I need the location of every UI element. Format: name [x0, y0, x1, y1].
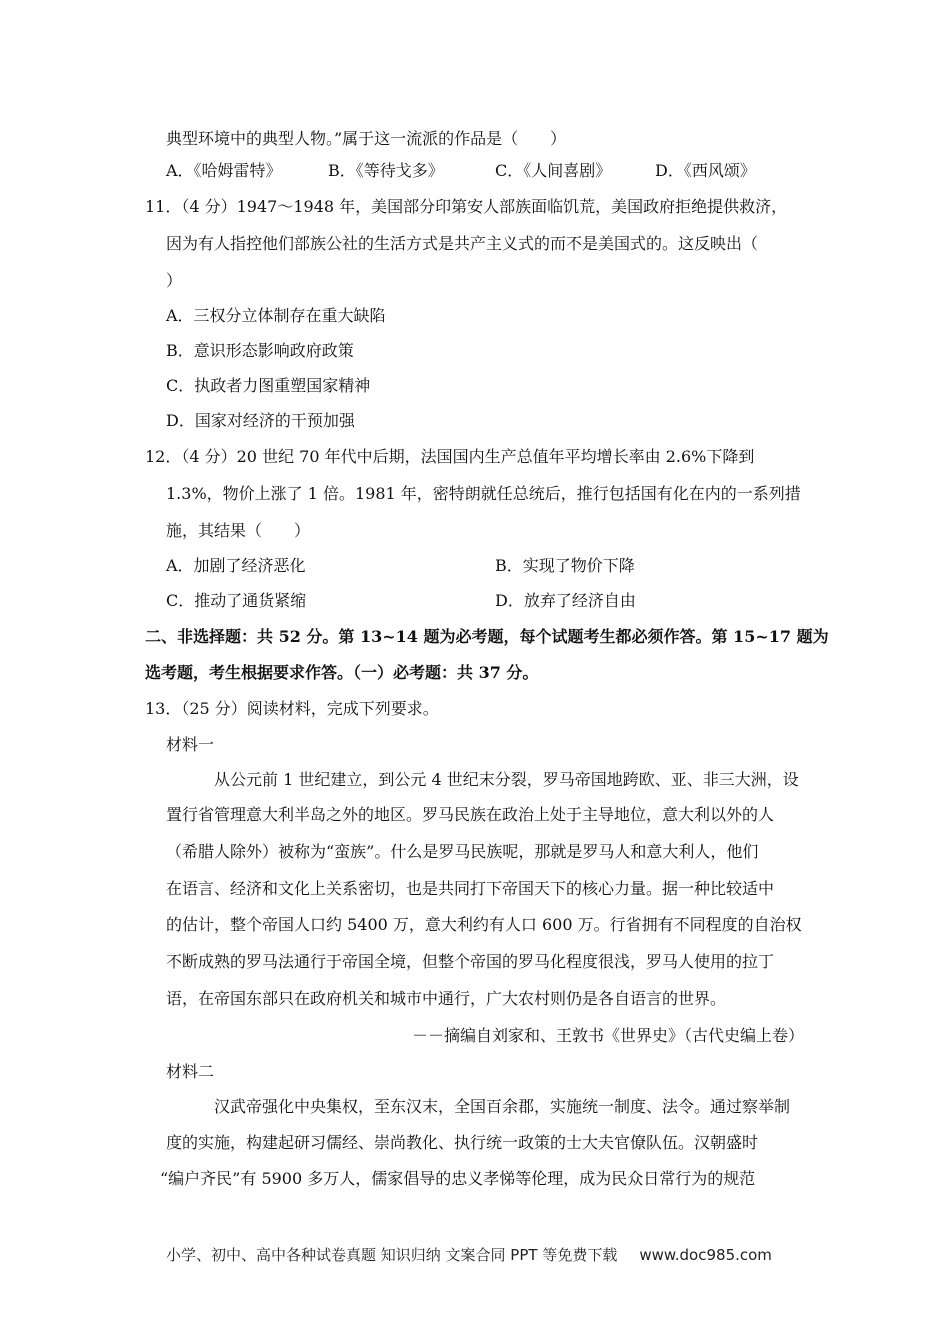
q11-option-b: B．意识形态影响政府政策: [166, 341, 354, 360]
page-footer: [166, 1244, 772, 1266]
q12-option-b: B．实现了物价下降: [495, 556, 635, 575]
q11-option-d: D．国家对经济的干预加强: [166, 411, 355, 430]
q12-stem-line2: 1.3%，物价上涨了 1 倍。1981 年，密特朗就任总统后，推行包括国有化在内的一系列措: [166, 484, 801, 503]
q11-option-c: C．执政者力图重塑国家精神: [166, 376, 371, 395]
q11-stem-line1: 11．（4 分）1947～1948 年，美国部分印第安人部族面临饥荒，美国政府拒绝提供救济，: [145, 197, 788, 216]
q12-option-d: D．放弃了经济自由: [495, 591, 636, 610]
q10-option-c: C．《人间喜剧》: [495, 161, 612, 180]
q10-option-a: A．《哈姆雷特》: [166, 161, 282, 180]
footer-url[interactable]: www.doc985.com: [639, 1246, 772, 1264]
q10-stem: 典型环境中的典型人物。”属于这一流派的作品是（ ）: [166, 129, 567, 148]
material1-line: 从公元前 1 世纪建立，到公元 4 世纪末分裂，罗马帝国地跨欧、亚、非三大洲，设: [214, 770, 799, 789]
material1-line: 在语言、经济和文化上关系密切，也是共同打下帝国天下的核心力量。据一种比较适中: [166, 879, 775, 898]
material1-line: （希腊人除外）被称为“蛮族”。什么是罗马民族呢，那就是罗马人和意大利人，他们: [166, 842, 759, 861]
q12-option-a: A．加剧了经济恶化: [166, 556, 306, 575]
q10-option-b: B．《等待戈多》: [328, 161, 444, 180]
material1-line: 的估计，整个帝国人口约 5400 万，意大利约有人口 600 万。行省拥有不同程度的自治权: [166, 915, 802, 934]
q12-stem-line3: 施，其结果（ ）: [166, 521, 311, 540]
q11-option-a: A．三权分立体制存在重大缺陷: [166, 306, 386, 325]
material2-label: 材料二: [166, 1062, 215, 1081]
section2-heading-line1: 二、非选择题：共 52 分。第 13~14 题为必考题，每个试题考生都必须作答。第 15~17 题为: [145, 627, 829, 646]
section2-heading-line2: 选考题，考生根据要求作答。（一）必考题：共 37 分。: [145, 663, 539, 682]
material2-line: 度的实施，构建起研习儒经、崇尚教化、执行统一政策的士大夫官僚队伍。汉朝盛时: [166, 1133, 759, 1152]
material1-label: 材料一: [166, 735, 215, 754]
q10-option-d: D．《西风颂》: [655, 161, 756, 180]
material1-line: 语，在帝国东部只在政府机关和城市中通行，广大农村则仍是各自语言的世界。: [166, 989, 727, 1008]
material1-line: 不断成熟的罗马法通行于帝国全境，但整个帝国的罗马化程度很浅，罗马人使用的拉丁: [166, 952, 775, 971]
q12-option-c: C．推动了通货紧缩: [166, 591, 307, 610]
material1-line: 置行省管理意大利半岛之外的地区。罗马民族在政治上处于主导地位，意大利以外的人: [166, 805, 775, 824]
q13-stem: 13．（25 分）阅读材料，完成下列要求。: [145, 699, 439, 718]
material2-line: “编户齐民”有 5900 多万人，儒家倡导的忠义孝悌等伦理，成为民众日常行为的规范: [160, 1169, 756, 1188]
q11-stem-line2: 因为有人指控他们部族公社的生活方式是共产主义式的而不是美国式的。这反映出（: [166, 234, 759, 253]
material1-source: －－摘编自刘家和、王敦书《世界史》（古代史编上卷）: [411, 1026, 804, 1045]
footer-text: 小学、初中、高中各种试卷真题 知识归纳 文案合同 PPT 等免费下载: [166, 1246, 618, 1264]
q12-stem-line1: 12．（4 分）20 世纪 70 年代中后期，法国国内生产总值年平均增长率由 2.6%下降到: [145, 447, 755, 466]
material2-line: 汉武帝强化中央集权，至东汉末，全国百余郡，实施统一制度、法令。通过察举制: [214, 1097, 791, 1116]
q11-stem-line3: ）: [166, 271, 183, 290]
